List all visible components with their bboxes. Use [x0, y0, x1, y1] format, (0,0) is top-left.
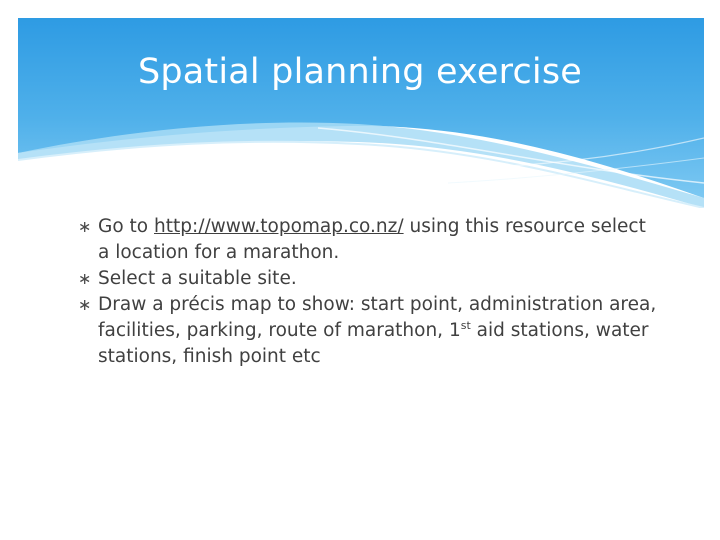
slide-title: Spatial planning exercise	[137, 52, 583, 92]
bullet-list	[78, 214, 658, 370]
bullet-item-1	[78, 214, 658, 266]
asterisk-bullet-icon: ∗	[78, 269, 92, 288]
bullet-3-text-end: aid stations, water stations, finish point etc	[98, 320, 649, 367]
wave-banner-graphic	[18, 18, 704, 208]
bullet-item-2	[78, 266, 658, 292]
topomap-link[interactable]: http://www.topomap.co.nz/	[154, 216, 404, 237]
bullet-1-text-start: Go to	[98, 216, 154, 237]
bullet-3-superscript: st	[460, 319, 471, 332]
asterisk-bullet-icon: ∗	[78, 295, 92, 314]
asterisk-bullet-icon: ∗	[78, 217, 92, 236]
title-banner	[18, 18, 704, 208]
bullet-1-text-end: using this resource select a location for a marathon.	[98, 216, 646, 263]
bullet-item-3	[78, 292, 658, 370]
bullet-2-text: Select a suitable site.	[98, 268, 297, 289]
bullet-3-text-start: Draw a précis map to show: start point, administration area, facilities, parking, route of marathon, 1	[98, 294, 657, 341]
